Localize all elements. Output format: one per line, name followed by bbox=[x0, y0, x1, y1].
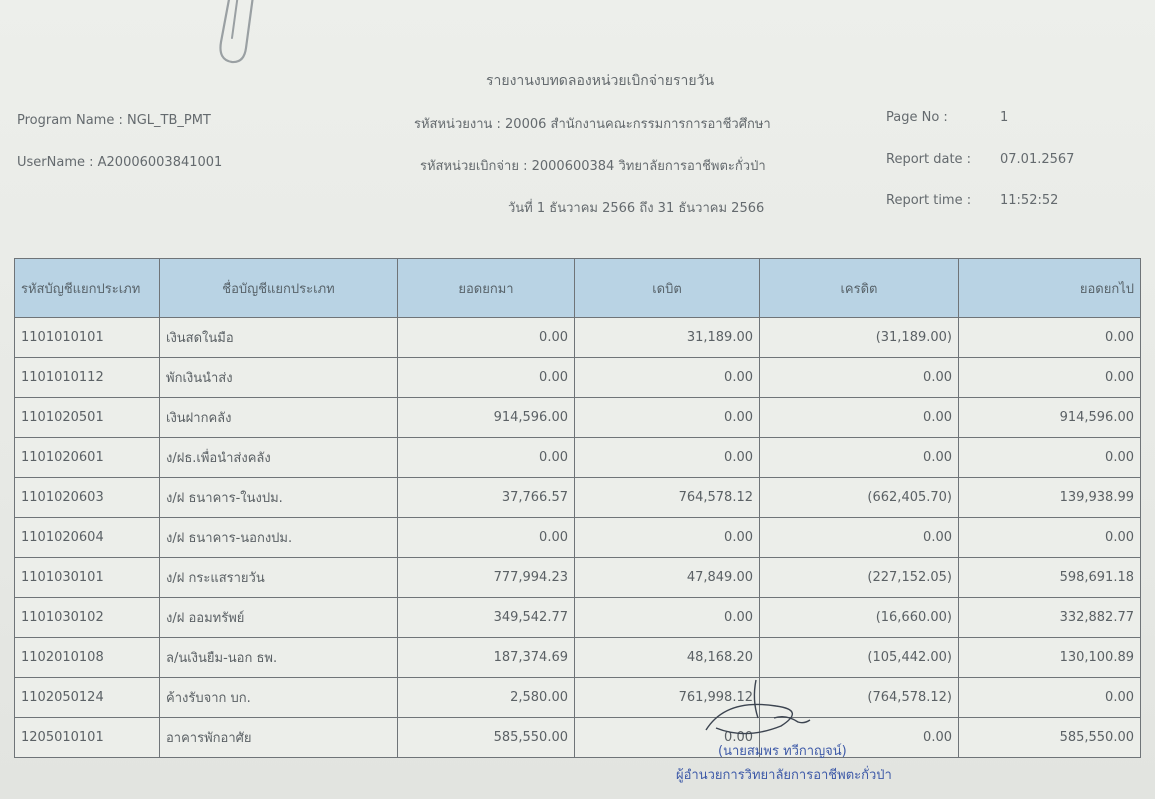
page-no-label: Page No : bbox=[886, 110, 948, 125]
table-row bbox=[15, 718, 1141, 758]
cell-account-name: เงินฝากคลัง bbox=[160, 398, 398, 438]
cell-debit: 764,578.12 bbox=[575, 478, 760, 518]
cell-debit: 47,849.00 bbox=[575, 558, 760, 598]
header-opening-balance: ยอดยกมา bbox=[398, 259, 575, 318]
username: UserName : A20006003841001 bbox=[17, 155, 223, 170]
cell-closing-balance: 0.00 bbox=[959, 518, 1141, 558]
cell-account-code: 1101010101 bbox=[15, 318, 160, 358]
table-row bbox=[15, 598, 1141, 638]
cell-account-name: ง/ฝ ออมทรัพย์ bbox=[160, 598, 398, 638]
table-row bbox=[15, 438, 1141, 478]
cell-account-name: ค้างรับจาก บก. bbox=[160, 678, 398, 718]
cell-closing-balance: 0.00 bbox=[959, 358, 1141, 398]
table-row bbox=[15, 638, 1141, 678]
cell-closing-balance: 139,938.99 bbox=[959, 478, 1141, 518]
cell-debit: 0.00 bbox=[575, 718, 760, 758]
cell-credit: 0.00 bbox=[760, 358, 959, 398]
cell-account-code: 1101020604 bbox=[15, 518, 160, 558]
header-credit: เครดิต bbox=[760, 259, 959, 318]
cell-opening-balance: 349,542.77 bbox=[398, 598, 575, 638]
cell-credit: 0.00 bbox=[760, 718, 959, 758]
cell-closing-balance: 585,550.00 bbox=[959, 718, 1141, 758]
cell-account-code: 1101030102 bbox=[15, 598, 160, 638]
trial-balance-table bbox=[14, 258, 1141, 758]
cell-closing-balance: 914,596.00 bbox=[959, 398, 1141, 438]
report-date-value: 07.01.2567 bbox=[1000, 152, 1075, 167]
cell-opening-balance: 585,550.00 bbox=[398, 718, 575, 758]
cell-closing-balance: 0.00 bbox=[959, 318, 1141, 358]
cell-debit: 0.00 bbox=[575, 598, 760, 638]
header-account-name: ชื่อบัญชีแยกประเภท bbox=[160, 259, 398, 318]
cell-debit: 31,189.00 bbox=[575, 318, 760, 358]
signatory-name: (นายสมพร ทวีกาญจน์) bbox=[718, 744, 847, 759]
cell-account-name: ง/ฝธ.เพื่อนำส่งคลัง bbox=[160, 438, 398, 478]
cell-debit: 0.00 bbox=[575, 358, 760, 398]
cell-account-name: อาคารพักอาศัย bbox=[160, 718, 398, 758]
table-row bbox=[15, 558, 1141, 598]
cell-opening-balance: 0.00 bbox=[398, 318, 575, 358]
cell-account-code: 1101020501 bbox=[15, 398, 160, 438]
cell-account-code: 1101020603 bbox=[15, 478, 160, 518]
agency-code: รหัสหน่วยงาน : 20006 สำนักงานคณะกรรมการการอาชีวศึกษา bbox=[414, 117, 771, 132]
header-account-code: รหัสบัญชีแยกประเภท bbox=[15, 259, 160, 318]
cell-opening-balance: 187,374.69 bbox=[398, 638, 575, 678]
table-row bbox=[15, 318, 1141, 358]
report-title: รายงานงบทดลองหน่วยเบิกจ่ายรายวัน bbox=[486, 73, 715, 89]
cell-account-code: 1205010101 bbox=[15, 718, 160, 758]
table-header-row bbox=[15, 259, 1141, 318]
cell-account-name: เงินสดในมือ bbox=[160, 318, 398, 358]
table-row bbox=[15, 398, 1141, 438]
signatory-title: ผู้อำนวยการวิทยาลัยการอาชีพตะกั่วป่า bbox=[676, 768, 892, 783]
cell-opening-balance: 914,596.00 bbox=[398, 398, 575, 438]
report-period: วันที่ 1 ธันวาคม 2566 ถึง 31 ธันวาคม 2566 bbox=[508, 201, 765, 216]
table-row bbox=[15, 478, 1141, 518]
cell-account-code: 1102010108 bbox=[15, 638, 160, 678]
cell-account-code: 1101030101 bbox=[15, 558, 160, 598]
cell-closing-balance: 0.00 bbox=[959, 438, 1141, 478]
cell-debit: 0.00 bbox=[575, 398, 760, 438]
cell-credit: 0.00 bbox=[760, 398, 959, 438]
signature-scribble bbox=[686, 678, 836, 738]
cell-debit: 48,168.20 bbox=[575, 638, 760, 678]
table-row bbox=[15, 678, 1141, 718]
cell-opening-balance: 2,580.00 bbox=[398, 678, 575, 718]
cell-credit: (227,152.05) bbox=[760, 558, 959, 598]
cell-account-code: 1101020601 bbox=[15, 438, 160, 478]
cell-credit: (662,405.70) bbox=[760, 478, 959, 518]
cell-account-name: ง/ฝ ธนาคาร-ในงปม. bbox=[160, 478, 398, 518]
cell-debit: 0.00 bbox=[575, 518, 760, 558]
report-time-value: 11:52:52 bbox=[1000, 193, 1059, 208]
header-closing-balance: ยอดยกไป bbox=[959, 259, 1141, 318]
cell-account-code: 1102050124 bbox=[15, 678, 160, 718]
paperclip-icon bbox=[208, 0, 268, 74]
cell-closing-balance: 0.00 bbox=[959, 678, 1141, 718]
report-time-label: Report time : bbox=[886, 193, 972, 208]
program-name: Program Name : NGL_TB_PMT bbox=[17, 113, 211, 128]
cell-account-name: ง/ฝ ธนาคาร-นอกงปม. bbox=[160, 518, 398, 558]
cell-closing-balance: 130,100.89 bbox=[959, 638, 1141, 678]
report-date-label: Report date : bbox=[886, 152, 972, 167]
cell-account-name: พักเงินนำส่ง bbox=[160, 358, 398, 398]
cell-account-name: ล/นเงินยืม-นอก ธพ. bbox=[160, 638, 398, 678]
cell-opening-balance: 0.00 bbox=[398, 438, 575, 478]
cell-debit: 761,998.12 bbox=[575, 678, 760, 718]
cell-credit: 0.00 bbox=[760, 518, 959, 558]
cell-debit: 0.00 bbox=[575, 438, 760, 478]
page-no-value: 1 bbox=[1000, 110, 1009, 125]
cell-opening-balance: 37,766.57 bbox=[398, 478, 575, 518]
cell-credit: (16,660.00) bbox=[760, 598, 959, 638]
header-debit: เดบิต bbox=[575, 259, 760, 318]
disbursement-unit: รหัสหน่วยเบิกจ่าย : 2000600384 วิทยาลัยการอาชีพตะกั่วป่า bbox=[420, 159, 766, 174]
cell-opening-balance: 0.00 bbox=[398, 358, 575, 398]
table-row bbox=[15, 518, 1141, 558]
cell-account-name: ง/ฝ กระแสรายวัน bbox=[160, 558, 398, 598]
cell-opening-balance: 777,994.23 bbox=[398, 558, 575, 598]
cell-credit: (31,189.00) bbox=[760, 318, 959, 358]
cell-opening-balance: 0.00 bbox=[398, 518, 575, 558]
cell-credit: 0.00 bbox=[760, 438, 959, 478]
cell-account-code: 1101010112 bbox=[15, 358, 160, 398]
cell-closing-balance: 332,882.77 bbox=[959, 598, 1141, 638]
cell-closing-balance: 598,691.18 bbox=[959, 558, 1141, 598]
cell-credit: (764,578.12) bbox=[760, 678, 959, 718]
table-row bbox=[15, 358, 1141, 398]
cell-credit: (105,442.00) bbox=[760, 638, 959, 678]
